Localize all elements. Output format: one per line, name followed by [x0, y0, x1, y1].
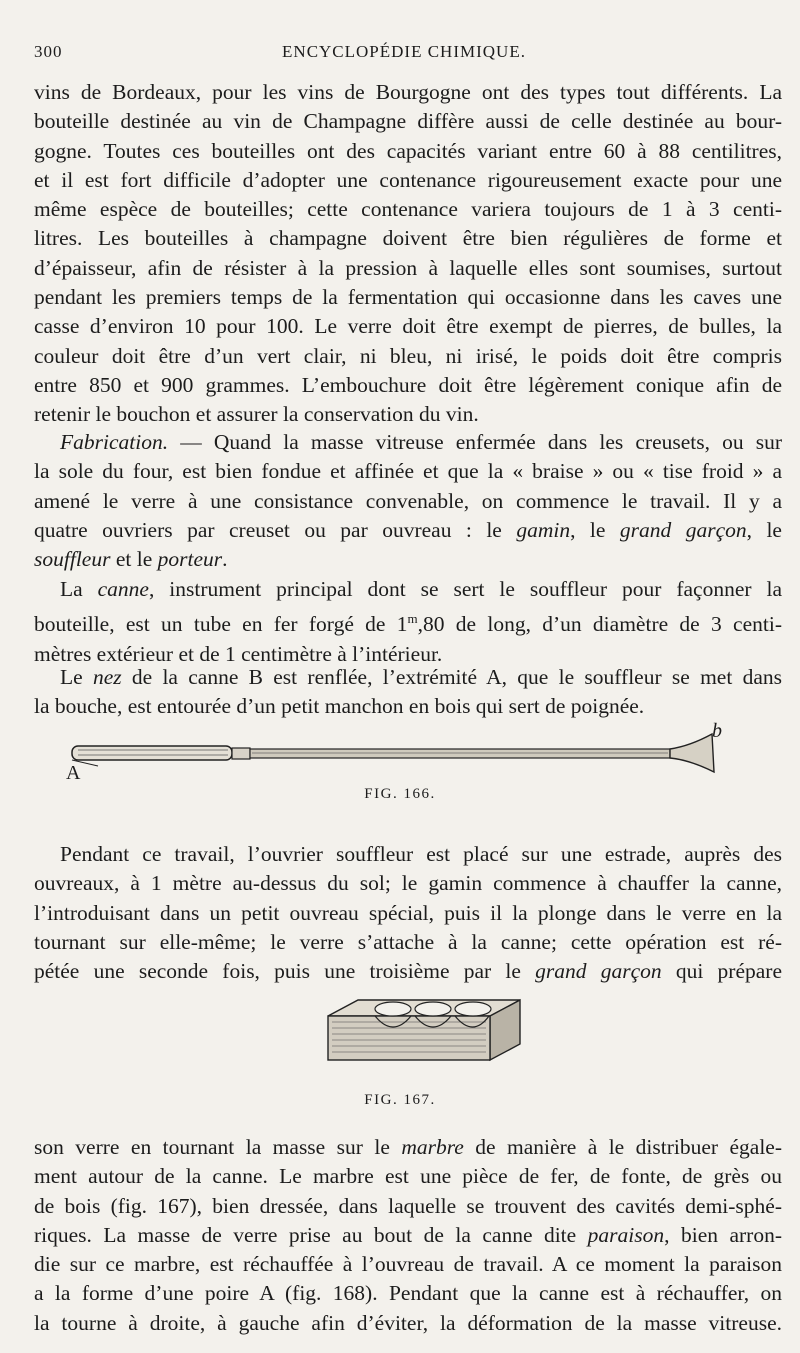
text-line: die sur ce marbre, est réchauffée à l’ouvreau de travail. A ce moment la paraison: [34, 1252, 782, 1277]
text-line: quatre ouvriers par creuset ou par ouvreau : le gamin, le grand garçon, le: [34, 517, 782, 542]
text-line: litres. Les bouteilles à champagne doivent être bien régulières de forme et: [34, 226, 782, 251]
figure-166: [0, 720, 800, 810]
text-line: Fabrication. — Quand la masse vitreuse enfermée dans les creusets, ou sur: [60, 430, 782, 454]
text-line: ment autour de la canne. Le marbre est une pièce de fer, de fonte, de grès ou: [34, 1164, 782, 1189]
paragraph-bottles: [34, 78, 782, 430]
text-line: son verre en tournant la masse sur le marbre de manière à le distribuer égale-: [34, 1135, 782, 1159]
text-line: bouteille destinée au vin de Champagne diffère aussi de celle destinée au bour-: [34, 109, 782, 134]
text-line: de bois (fig. 167), bien dressée, dans laquelle se trouvent des cavités demi-sphé-: [34, 1193, 782, 1218]
running-title: ENCYCLOPÉDIE CHIMIQUE.: [282, 42, 526, 61]
page-number: 300: [34, 42, 63, 61]
paragraph-nez: [34, 663, 782, 722]
figure-167: [0, 992, 800, 1122]
label-b: b: [712, 720, 722, 742]
text-line: souffleur et le porteur.: [34, 547, 228, 572]
text-line: retenir le bouchon et assurer la conservation du vin.: [34, 402, 479, 427]
text-line: mètres extérieur et de 1 centimètre à l’intérieur.: [34, 641, 443, 666]
blowpipe-illustration: [0, 720, 800, 780]
text-line: casse d’environ 10 pour 100. Le verre doit être exempt de pierres, de bulles, la: [34, 314, 782, 339]
text-line: Le nez de la canne B est renflée, l’extrémité A, que le souffleur se met dans: [60, 665, 782, 689]
section-heading: Fabrication.: [60, 430, 169, 454]
text-line: La canne, instrument principal dont se sert le souffleur pour façonner la: [60, 577, 782, 601]
paragraph-marbre: [34, 1133, 782, 1338]
text-line: d’épaisseur, afin de résister à la pression à laquelle elles sont soumises, surtout: [34, 255, 782, 280]
paragraph-fabrication: [34, 428, 782, 574]
text-line: la tourne à droite, à gauche afin d’éviter, la déformation de la masse vitreuse.: [34, 1310, 782, 1335]
text-line: a la forme d’une poire A (fig. 168). Pendant que la canne est à réchauffer, on: [34, 1281, 782, 1306]
text-line: pendant les premiers temps de la fermentation qui occasionne dans les caves une: [34, 285, 782, 310]
text-line: la bouche, est entourée d’un petit manchon en bois qui sert de poignée.: [34, 694, 645, 719]
running-header: [34, 42, 774, 66]
text-line: riques. La masse de verre prise au bout de la canne dite paraison, bien arron-: [34, 1222, 782, 1247]
figure-caption: FIG. 166.: [364, 786, 436, 802]
text-line: et il est fort difficile d’adopter une contenance rigoureusement exacte pour une: [34, 167, 782, 192]
text-line: entre 850 et 900 grammes. L’embouchure doit être légèrement conique afin de: [34, 372, 782, 397]
text-line: gogne. Toutes ces bouteilles ont des capacités variant entre 60 à 88 centilitres,: [34, 138, 782, 163]
text-line: la sole du four, est bien fondue et affinée et que la « braise » ou « tise froid » a: [34, 459, 782, 484]
text-line: l’introduisant dans un petit ouvreau spécial, puis il la plonge dans le verre en la: [34, 900, 782, 925]
text-line: vins de Bordeaux, pour les vins de Bourgogne ont des types tout différents. La: [34, 80, 782, 104]
text-line: couleur doit être d’un vert clair, ni bleu, ni irisé, le poids doit être compris: [34, 343, 782, 368]
label-a: A: [66, 762, 81, 784]
text-line: même espèce de bouteilles; cette contenance variera toujours de 1 à 3 centi-: [34, 197, 782, 222]
text-line: ouvreaux, à 1 mètre au-dessus du sol; le gamin commence à chauffer la canne,: [34, 871, 782, 896]
text-line: tournant sur elle-même; le verre s’attache à la canne; cette opération est ré-: [34, 929, 782, 954]
paragraph-canne: [34, 575, 782, 669]
marbre-illustration: [0, 992, 800, 1082]
text-line: pétée une seconde fois, puis une troisième par le grand garçon qui prépare: [34, 959, 783, 984]
text-line: Pendant ce travail, l’ouvrier souffleur est placé sur une estrade, auprès des: [60, 842, 782, 866]
text-line: amené le verre à une consistance convenable, on commence le travail. Il y a: [34, 488, 782, 513]
figure-caption: FIG. 167.: [364, 1092, 436, 1108]
paragraph-work: [34, 840, 782, 986]
text-line: bouteille, est un tube en fer forgé de 1$^m$,80 de long, d’un diamètre de 3 centi-: [34, 611, 782, 637]
